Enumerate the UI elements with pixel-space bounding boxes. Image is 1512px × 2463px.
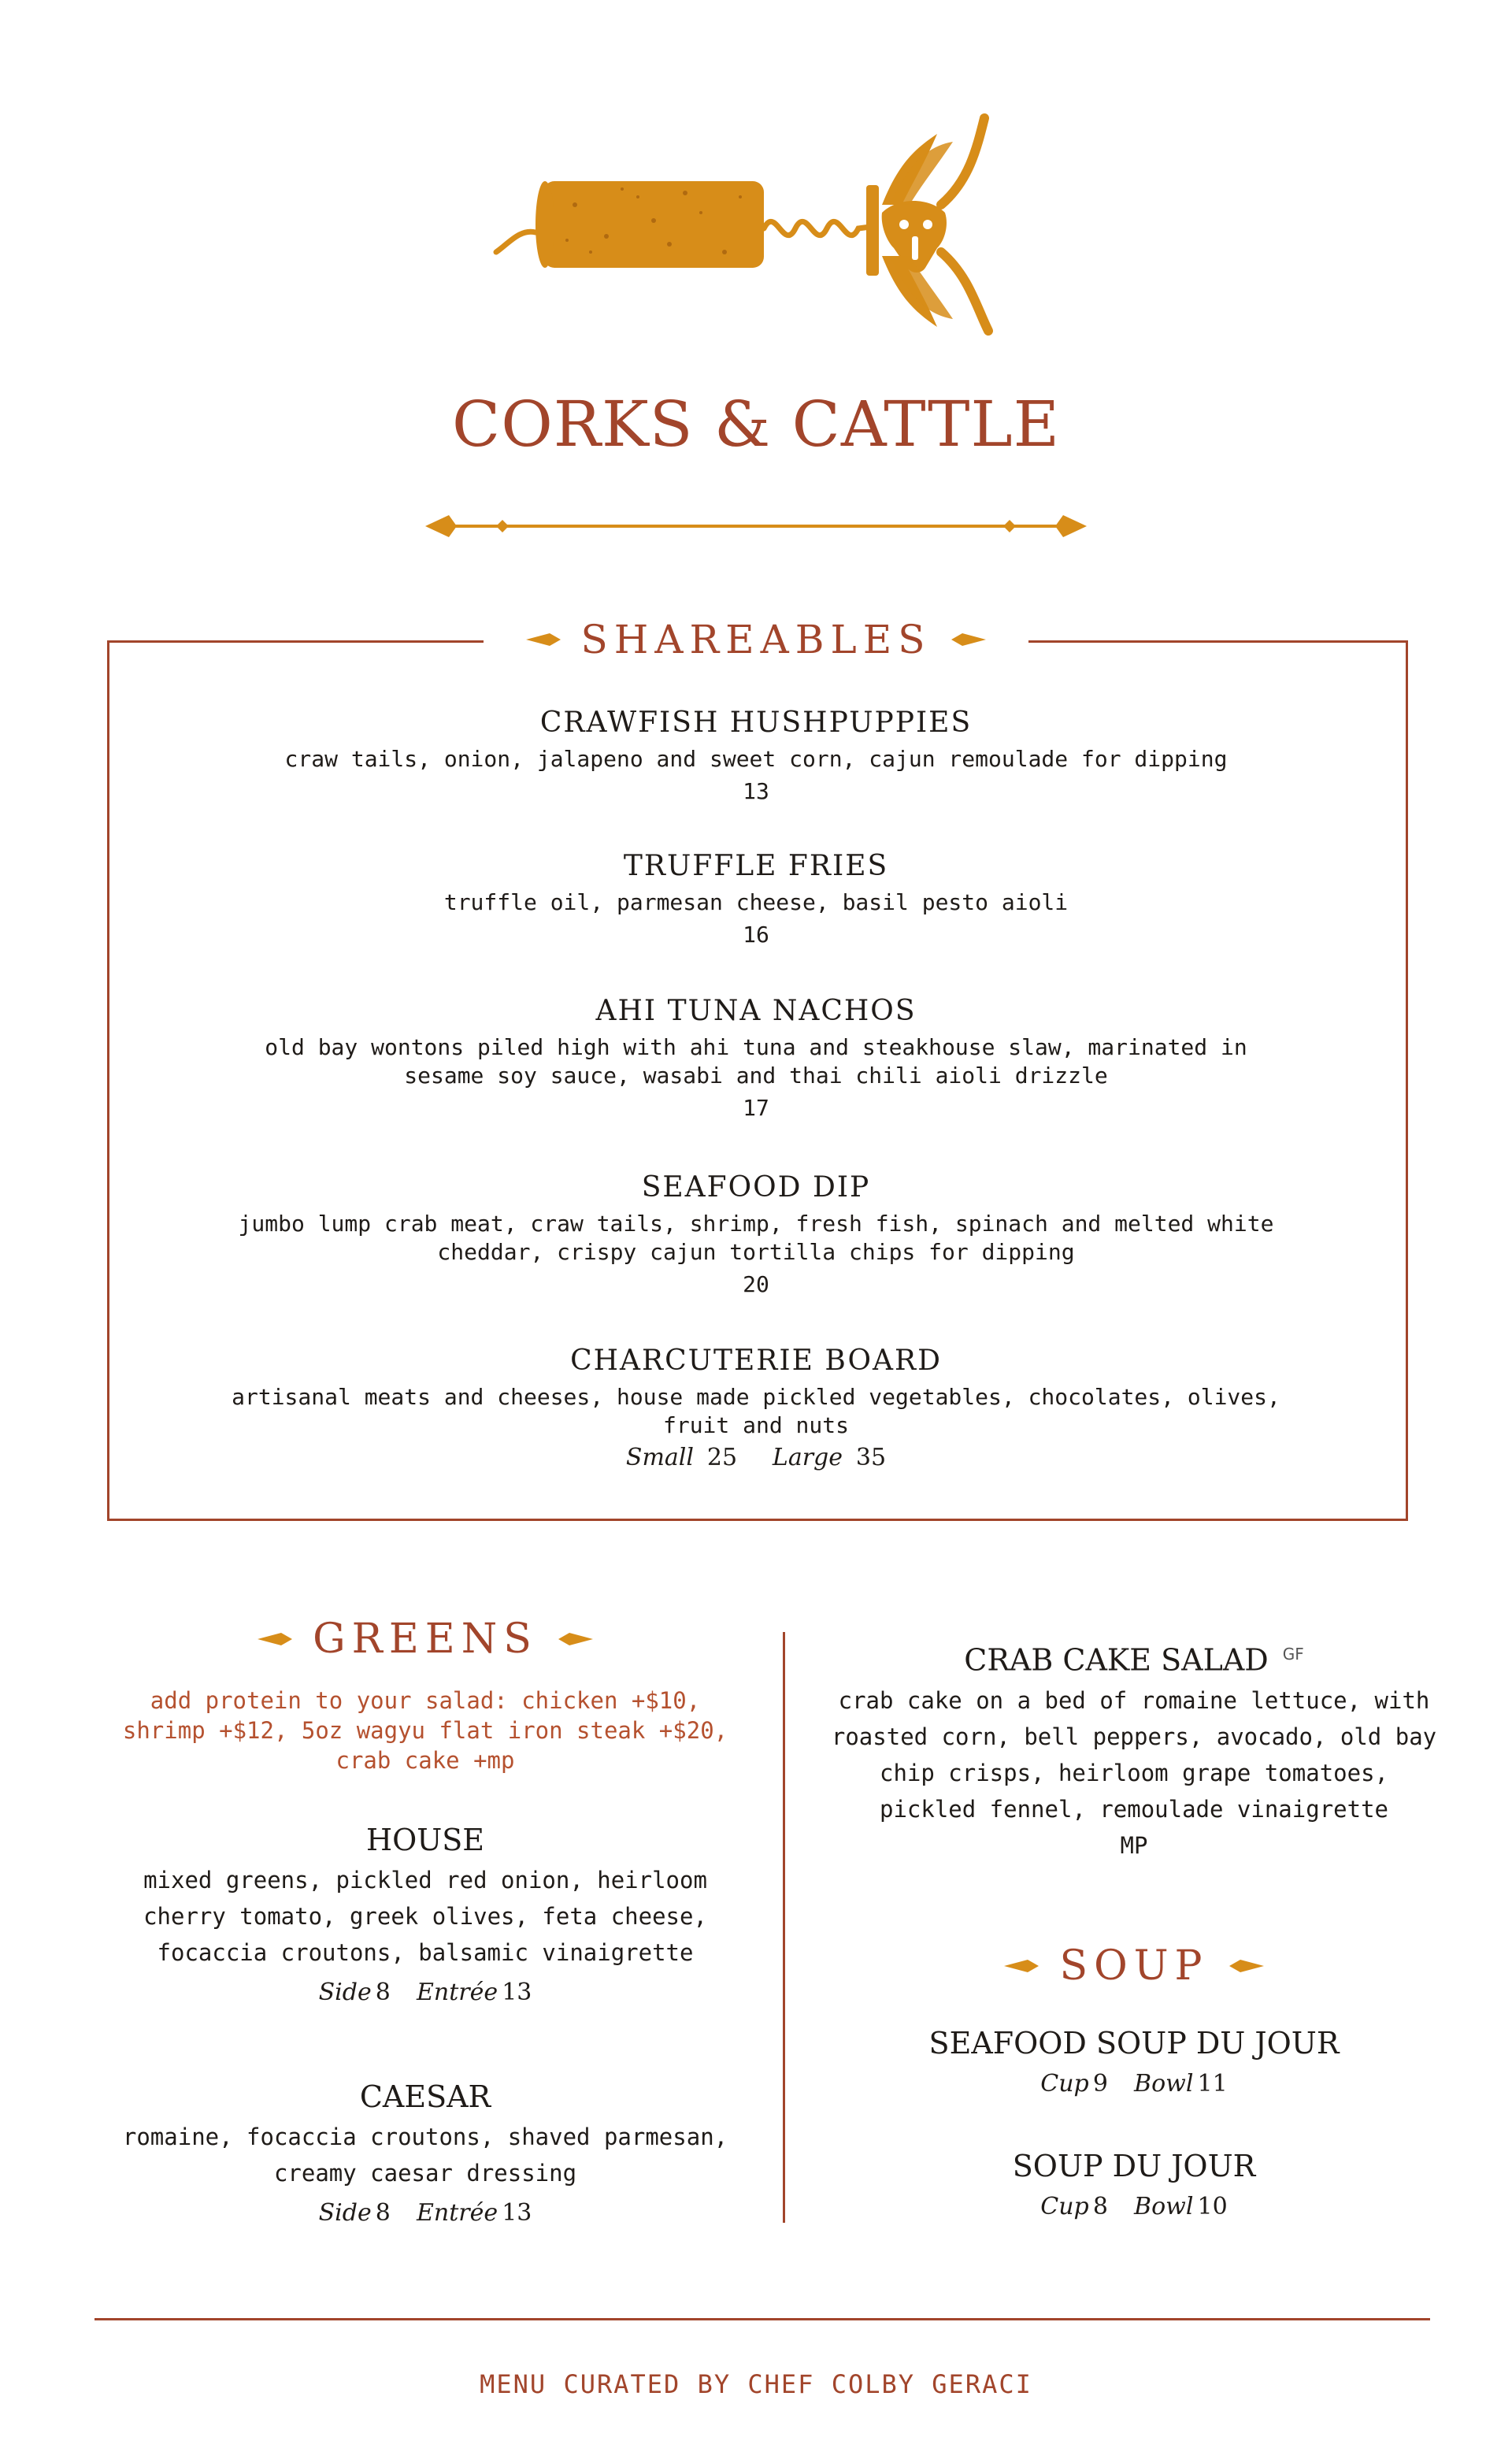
size-label: Entrée [416,1979,498,2006]
size-price: 25 [706,1444,738,1471]
size-label: Side [318,2199,372,2227]
size-label: Side [318,1979,372,2006]
item-description: crab cake on a bed of romaine lettuce, with roasted corn, bell peppers, avocado, old bay chip crisps, heirloom grape tomatoes, pickled fennel, remoulade vinaigrette [831,1686,1437,1823]
size-label: Entrée [416,2199,498,2227]
size-price: 11 [1197,2070,1228,2098]
menu-item [0,1170,1512,1300]
size-price: 13 [502,2199,532,2227]
item-description: old bay wontons piled high with ahi tuna and steakhouse slaw, marinated in sesame soy sauce, wasabi and thai chili aioli drizzle [265,1034,1247,1089]
item-price-options [110,2196,740,2234]
item-price: MP [1120,1831,1148,1859]
ornamental-divider [425,510,1087,542]
item-name: CHARCUTERIE BOARD [570,1345,942,1377]
menu-item [0,994,1512,1123]
size-label: Small [625,1444,694,1471]
menu-item [819,2147,1449,2227]
size-label: Cup [1040,2070,1089,2098]
diamond-ornament-icon [1229,1958,1264,1974]
protein-addon-note: add protein to your salad: chicken +$10, shrimp +$12, 5oz wagyu flat iron steak +$20, crab cake +mp [122,1687,728,1774]
diamond-ornament-icon [951,632,986,647]
greens-heading [236,1611,614,1667]
item-name: HOUSE [365,1823,485,1857]
item-price-options [819,2067,1449,2105]
section-title: GREENS [313,1615,538,1663]
item-description: craw tails, onion, jalapeno and sweet corn, cajun remoulade for dipping [284,746,1228,772]
footer-rule [94,2318,1430,2320]
diamond-ornament-icon [1004,1958,1039,1974]
size-label: Bowl [1134,2193,1194,2220]
section-title: SHAREABLES [580,617,932,662]
item-price: 17 [743,1095,769,1121]
item-price: 20 [743,1271,769,1297]
menu-item [110,1821,740,2013]
size-label: Bowl [1134,2070,1194,2098]
menu-item [0,849,1512,950]
item-price-options [819,2190,1449,2227]
size-price: 8 [1092,2193,1108,2220]
diamond-ornament-icon [558,1631,593,1647]
item-name: AHI TUNA NACHOS [595,995,917,1027]
corkscrew-longhorn-logo [472,87,1024,354]
item-name: SEAFOOD SOUP DU JOUR [928,2026,1340,2061]
size-price: 9 [1092,2070,1108,2098]
size-price: 10 [1197,2193,1228,2220]
item-name: CAESAR [359,2079,491,2114]
menu-item [110,2078,740,2234]
item-name: SEAFOOD DIP [641,1171,871,1204]
size-label: Large [772,1444,843,1471]
item-description: mixed greens, pickled red onion, heirloom cherry tomato, greek olives, feta cheese, focaccia croutons, balsamic vinaigrette [143,1867,707,1966]
size-price: 8 [375,2199,391,2227]
section-title: SOUP [1059,1942,1209,1990]
menu-item [819,2024,1449,2105]
size-price: 13 [502,1979,532,2006]
item-price: 13 [743,778,769,804]
diamond-ornament-icon [258,1631,292,1647]
brand-title: CORKS & CATTLE [451,388,1060,461]
menu-item [819,1635,1449,1864]
item-description: jumbo lump crab meat, craw tails, shrimp, fresh fish, spinach and melted white cheddar, crispy cajun tortilla chips for dipping [238,1211,1274,1265]
column-divider [783,1632,785,2223]
chef-credit: MENU CURATED BY CHEF COLBY GERACI [480,2369,1032,2399]
item-description: romaine, focaccia croutons, shaved parmesan, creamy caesar dressing [122,2124,728,2187]
size-price: 35 [855,1444,887,1471]
item-price: 16 [743,922,769,948]
menu-item [0,706,1512,807]
item-name-text: CRAB CAKE SALAD [964,1642,1269,1678]
shareables-heading [484,611,1028,668]
item-price-options [0,1443,1512,1473]
menu-item [0,1344,1512,1473]
item-name: SOUP DU JOUR [1012,2149,1256,2183]
item-description: artisanal meats and cheeses, house made pickled vegetables, chocolates, olives, fruit and nuts [232,1384,1280,1438]
gluten-free-badge: GF [1282,1645,1304,1664]
item-description: truffle oil, parmesan cheese, basil pesto aioli [443,889,1069,915]
item-price-options [110,1975,740,2013]
size-price: 8 [375,1979,391,2006]
item-name: TRUFFLE FRIES [623,850,889,882]
item-name [819,1635,1449,1679]
size-label: Cup [1040,2193,1089,2220]
diamond-ornament-icon [526,632,561,647]
item-name: CRAWFISH HUSHPUPPIES [539,707,973,739]
soup-heading [992,1938,1276,1994]
